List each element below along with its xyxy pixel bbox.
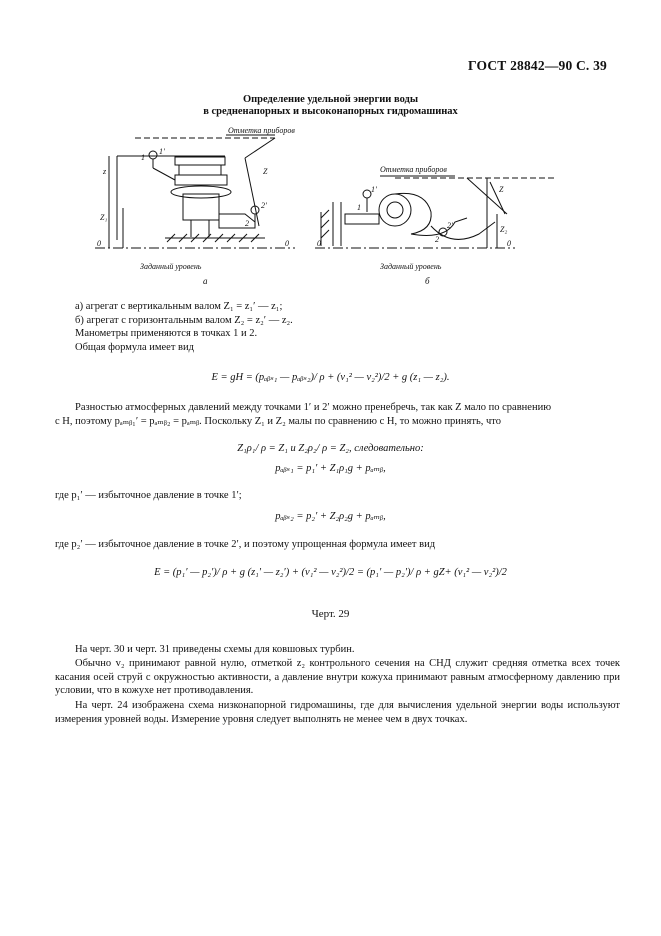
dim-Z-left: Z [263,167,268,176]
zero-left-b: 0 [317,239,321,248]
dim-z-left: z [103,167,107,176]
section-title-line2: в средненапорных и высоконапорных гидромашинах [203,106,458,117]
para-1: На черт. 30 и черт. 31 приведены схемы для ковшовых турбин. [75,644,355,655]
where-2: где p₂′ — избыточное давление в точке 2′, и поэтому упрощенная формула имеет вид [55,539,436,550]
figure-caption: Черт. 29 [311,608,350,620]
line-manometers: Манометры применяются в точках 1 и 2. [75,328,258,339]
para-2: Обычно v₂ принимают равной нулю, отметкой z₂ контрольного сечения на СНД служит средняя отметка всех точек касания осей струй с окружностью активности, а давление внутри кожуха принимают равным атмосферному давлению при условии, что в кожухе нет противодавления. [55,658,620,697]
para-3: На черт. 24 изображена схема низконапорной гидромашины, где для вычисления удельной энергии воды используют измерения уровней воды. Измерение уровня следует выполнять не менее чем в двух точках. [55,700,620,725]
label-instruments-right: Отметка приборов [380,165,447,174]
sub-label-a: а [203,276,208,286]
where-1: где p₁′ — избыточное давление в точке 1′; [55,490,242,501]
pt-2-right: 2 [435,235,439,244]
page-header: ГОСТ 28842—90 С. 39 [468,58,607,73]
pt-2p-left: 2' [261,201,267,210]
line-general: Общая формула имеет вид [75,342,194,353]
label-instruments-left: Отметка приборов [228,126,295,135]
formula-3: pₐᵦₛ₂ = p₂′ + Z₂ρ₂g + pₐₘᵦ, [275,511,386,522]
formula-2a: Z₁ρ₁/ ρ = Z₁ и Z₂ρ₂/ ρ = Z₂, следовательно: [237,443,424,454]
pt-1-left: 1 [141,153,145,162]
pt-2p-right: 2' [447,221,453,230]
formula-2b: pₐᵦₛ₁ = p₁′ + Z₁ρ₁g + pₐₘᵦ, [275,463,386,474]
formula-1: E = gH = (pₐᵦₛ₁ — pₐᵦₛ₂)/ ρ + (v₁² — v₂²)/2 + g (z₁ — z₂). [211,372,450,383]
figure-29-drawing [95,122,615,298]
pt-1p-left: 1' [159,147,165,156]
pt-1p-right: 1' [371,185,377,194]
pt-1-right: 1 [357,203,361,212]
label-level-left: Заданный уровень [140,262,202,271]
zero-left-a: 0 [97,239,101,248]
line-b: б) агрегат с горизонтальным валом Z₂ = z₂′ — z₂. [75,315,293,326]
formula-4: E = (p₁′ — p₂′)/ ρ + g (z₁′ — z₂′) + (v₁² — v₂²)/2 = (p₁′ — p₂′)/ ρ + gZ+ (v₁² — v₂²)/2 [154,567,507,578]
section-title-line1: Определение удельной энергии воды [242,94,419,105]
line-a: а) агрегат с вертикальным валом Z₁ = z₁′ — z₁; [75,301,283,312]
zero-right-b: 0 [507,239,511,248]
dim-z2-right: Z₂ [500,225,508,234]
pt-2-left: 2 [245,219,249,228]
sub-label-b: б [425,276,430,286]
para-diff-line2: с H, поэтому pₐₘᵦ₁′ = pₐₘᵦ₂ = pₐₘᵦ. Поскольку Z₁ и Z₂ малы по сравнению с H, то можно принять, что [55,416,501,427]
label-level-right: Заданный уровень [380,262,442,271]
para-diff-line1: Разностью атмосферных давлений между точками 1′ и 2′ можно пренебречь, так как Z мало по сравнению [75,402,552,413]
dim-Z-right: Z [499,185,504,194]
dim-z1-left: Z₁ [100,213,108,222]
zero-right-a: 0 [285,239,289,248]
